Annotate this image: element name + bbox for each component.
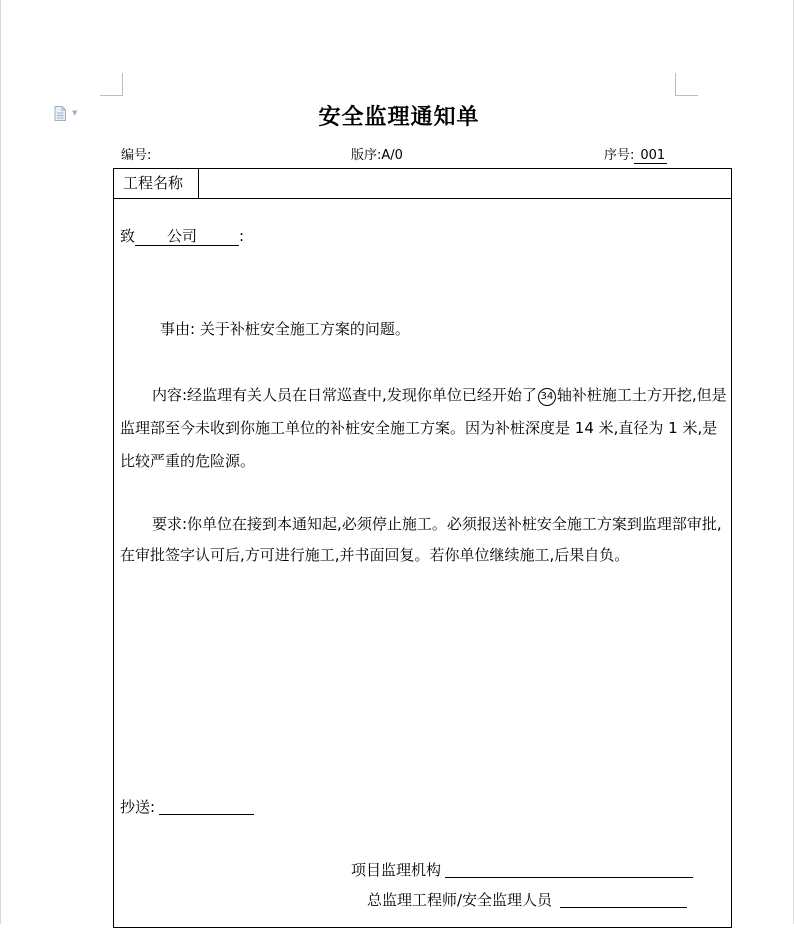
content-part1: 内容:经监理有关人员在日常巡查中,发现你单位已经开始了 [152,386,537,404]
org-label: 项目监理机构 [351,861,442,879]
requirement-text: 要求:你单位在接到本通知起,必须停止施工。必须报送补桩安全施工方案到监理部审批,在审批签字认可后,方可进行施工,并书面回复。若你单位继续施工,后果自负。 [120,515,722,564]
to-suffix: : [239,227,245,245]
cc-blank [159,798,254,815]
cc-line [120,796,254,817]
reason-text: 事由: 关于补桩安全施工方案的问题。 [160,320,410,338]
project-name-label: 工程名称 [114,169,199,198]
org-blank [445,861,693,878]
serial-field [604,144,667,164]
crop-mark-top-right [675,73,698,96]
chief-signature-line [367,889,687,910]
axis-number-circled: 34 [538,388,556,406]
serial-label: 序号: [604,148,635,163]
crop-mark-top-left [100,73,123,96]
dropdown-arrow-icon[interactable]: ▼ [72,109,78,117]
content-paragraph [120,379,728,478]
org-signature-line [351,859,693,880]
project-name-row [114,169,731,199]
cc-label: 抄送: [120,798,156,816]
page-edge-left [0,0,1,924]
chief-blank [560,891,687,908]
document-title: 安全监理通知单 [318,105,480,130]
to-company: 公司 [135,227,239,246]
requirement-paragraph [120,509,728,571]
addressee-line [120,225,244,246]
number-label: 编号: [121,148,152,163]
version-label: 版序:A/0 [351,148,403,163]
serial-value: 001 [634,148,667,164]
content-part2: 轴补桩施工土方开挖,但是监理部至今未收到你施工单位的补桩安全施工方案。因为补桩深度是 14 米,直径为 1 米,是比较严重的危险源。 [120,386,727,470]
to-prefix: 致 [120,227,136,245]
chief-label: 总监理工程师/安全监理人员 [367,891,553,909]
